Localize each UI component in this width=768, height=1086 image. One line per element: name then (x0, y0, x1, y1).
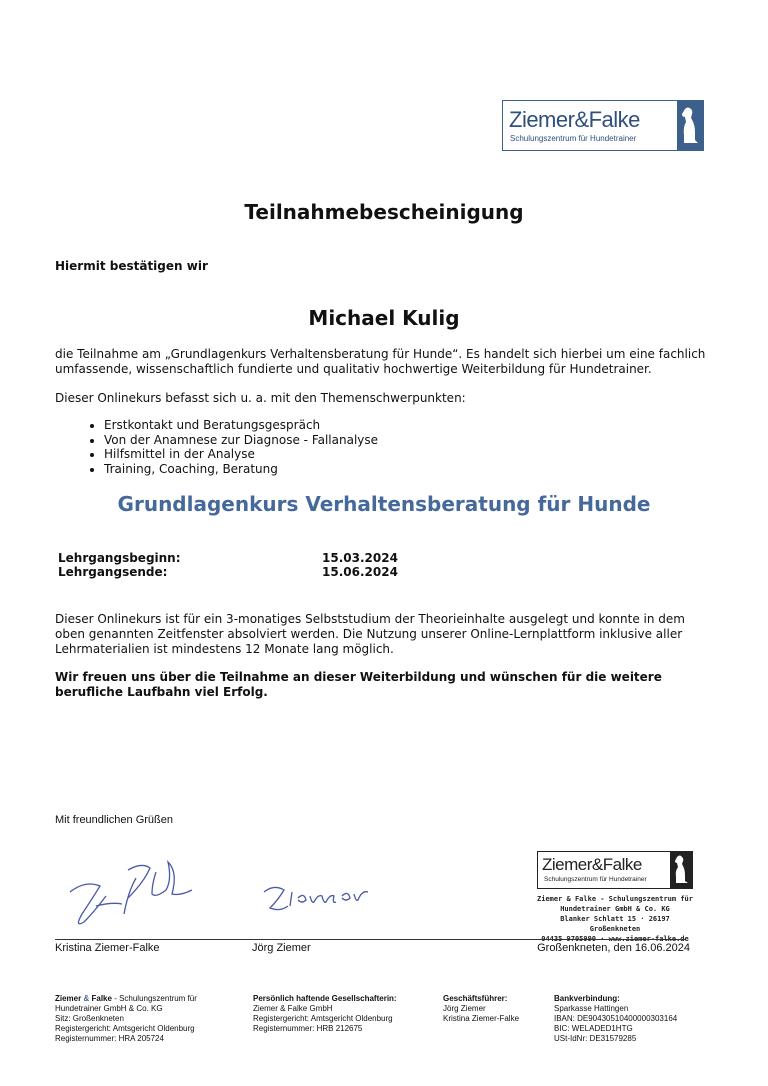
topics-intro: Dieser Onlinekurs befasst sich u. a. mit den Themenschwerpunkten: (55, 391, 466, 405)
stamp-tagline: Schulungszentrum für Hundetrainer (544, 876, 647, 883)
place-date: Großenkneten, den 16.06.2024 (537, 942, 690, 954)
end-date-label: Lehrgangsende: (58, 565, 168, 579)
course-info-paragraph: Dieser Onlinekurs ist für ein 3-monatiges Selbststudium der Theorieinhalte ausgelegt und konnte in dem oben genannten Zeitfenster absolviert werden. Die Nutzung unserer Online-Lernplattform inklusive aller Lehrmaterialien ist mindestens 12 Monate lang möglich. (55, 612, 685, 656)
intro-text: Hiermit bestätigen wir (55, 259, 208, 273)
footer-bank: Bankverbindung: Sparkasse Hattingen IBAN: DE90430510400000303164 BIC: WELADED1HTG USt-IdNr: DE31579285 (554, 994, 678, 1043)
end-date-value: 15.06.2024 (322, 565, 398, 579)
topics-list (90, 418, 378, 476)
footer-company: Ziemer & Falke - Schulungszentrum für Hundetrainer GmbH & Co. KG Sitz: Großenkneten Registergericht: Amtsgericht Oldenburg Registernummer: HRA 205724 (55, 994, 197, 1043)
company-stamp (535, 851, 695, 943)
description-paragraph: die Teilnahme am „Grundlagenkurs Verhaltensberatung für Hunde“. Es handelt sich hierbei um eine fachlich umfassende, wissenschaftlich fundierte und qualitativ hochwertige Weiterbildung für Hundetrainer. (55, 347, 706, 376)
stamp-brand: Ziemer&Falke (542, 855, 642, 874)
closing-statement: Wir freuen uns über die Teilnahme an dieser Weiterbildung und wünschen für die weitere berufliche Laufbahn viel Erfolg. (55, 670, 662, 699)
list-item: • Von der Anamnese zur Diagnose - Fallanalyse (104, 433, 378, 448)
start-date-row (58, 551, 458, 565)
list-item: • Hilfsmittel in der Analyse (104, 447, 378, 462)
end-date-row (58, 565, 458, 579)
signature-joerg (258, 878, 378, 922)
footer-partner: Persönlich haftende Gesellschafterin: Ziemer & Falke GmbH Registergericht: Amtsgericht Oldenburg Registernummer: HRB 212675 (253, 994, 397, 1033)
dog-icon (677, 101, 703, 150)
signature-line (55, 939, 686, 940)
stamp-logo (537, 851, 693, 889)
page-title: Teilnahmebescheinigung (244, 200, 524, 224)
greeting: Mit freundlichen Grüßen (55, 814, 173, 826)
signature-kristina (60, 852, 220, 932)
stamp-address: Ziemer & Falke - Schulungszentrum für Hundetrainer GmbH & Co. KG Blanker Schlatt 15 · 26197 Großenkneten 04435 9705990 · www.ziemer-falke.de (537, 895, 693, 943)
list-item: • Erstkontakt und Beratungsgespräch (104, 418, 378, 433)
footer-management: Geschäftsführer: Jörg Ziemer Kristina Ziemer-Falke (443, 994, 520, 1023)
course-dates (58, 551, 458, 579)
company-logo (502, 100, 704, 151)
start-date-label: Lehrgangsbeginn: (58, 551, 181, 565)
list-item: • Training, Coaching, Beratung (104, 462, 378, 477)
course-title: Grundlagenkurs Verhaltensberatung für Hunde (117, 492, 651, 516)
signer-left-name: Kristina Ziemer-Falke (55, 942, 160, 954)
logo-tagline: Schulungszentrum für Hundetrainer (510, 134, 637, 143)
signer-middle-name: Jörg Ziemer (252, 942, 311, 954)
start-date-value: 15.03.2024 (322, 551, 398, 565)
dog-icon (670, 852, 692, 888)
participant-name: Michael Kulig (308, 306, 460, 330)
logo-brand: Ziemer&Falke (509, 107, 640, 132)
